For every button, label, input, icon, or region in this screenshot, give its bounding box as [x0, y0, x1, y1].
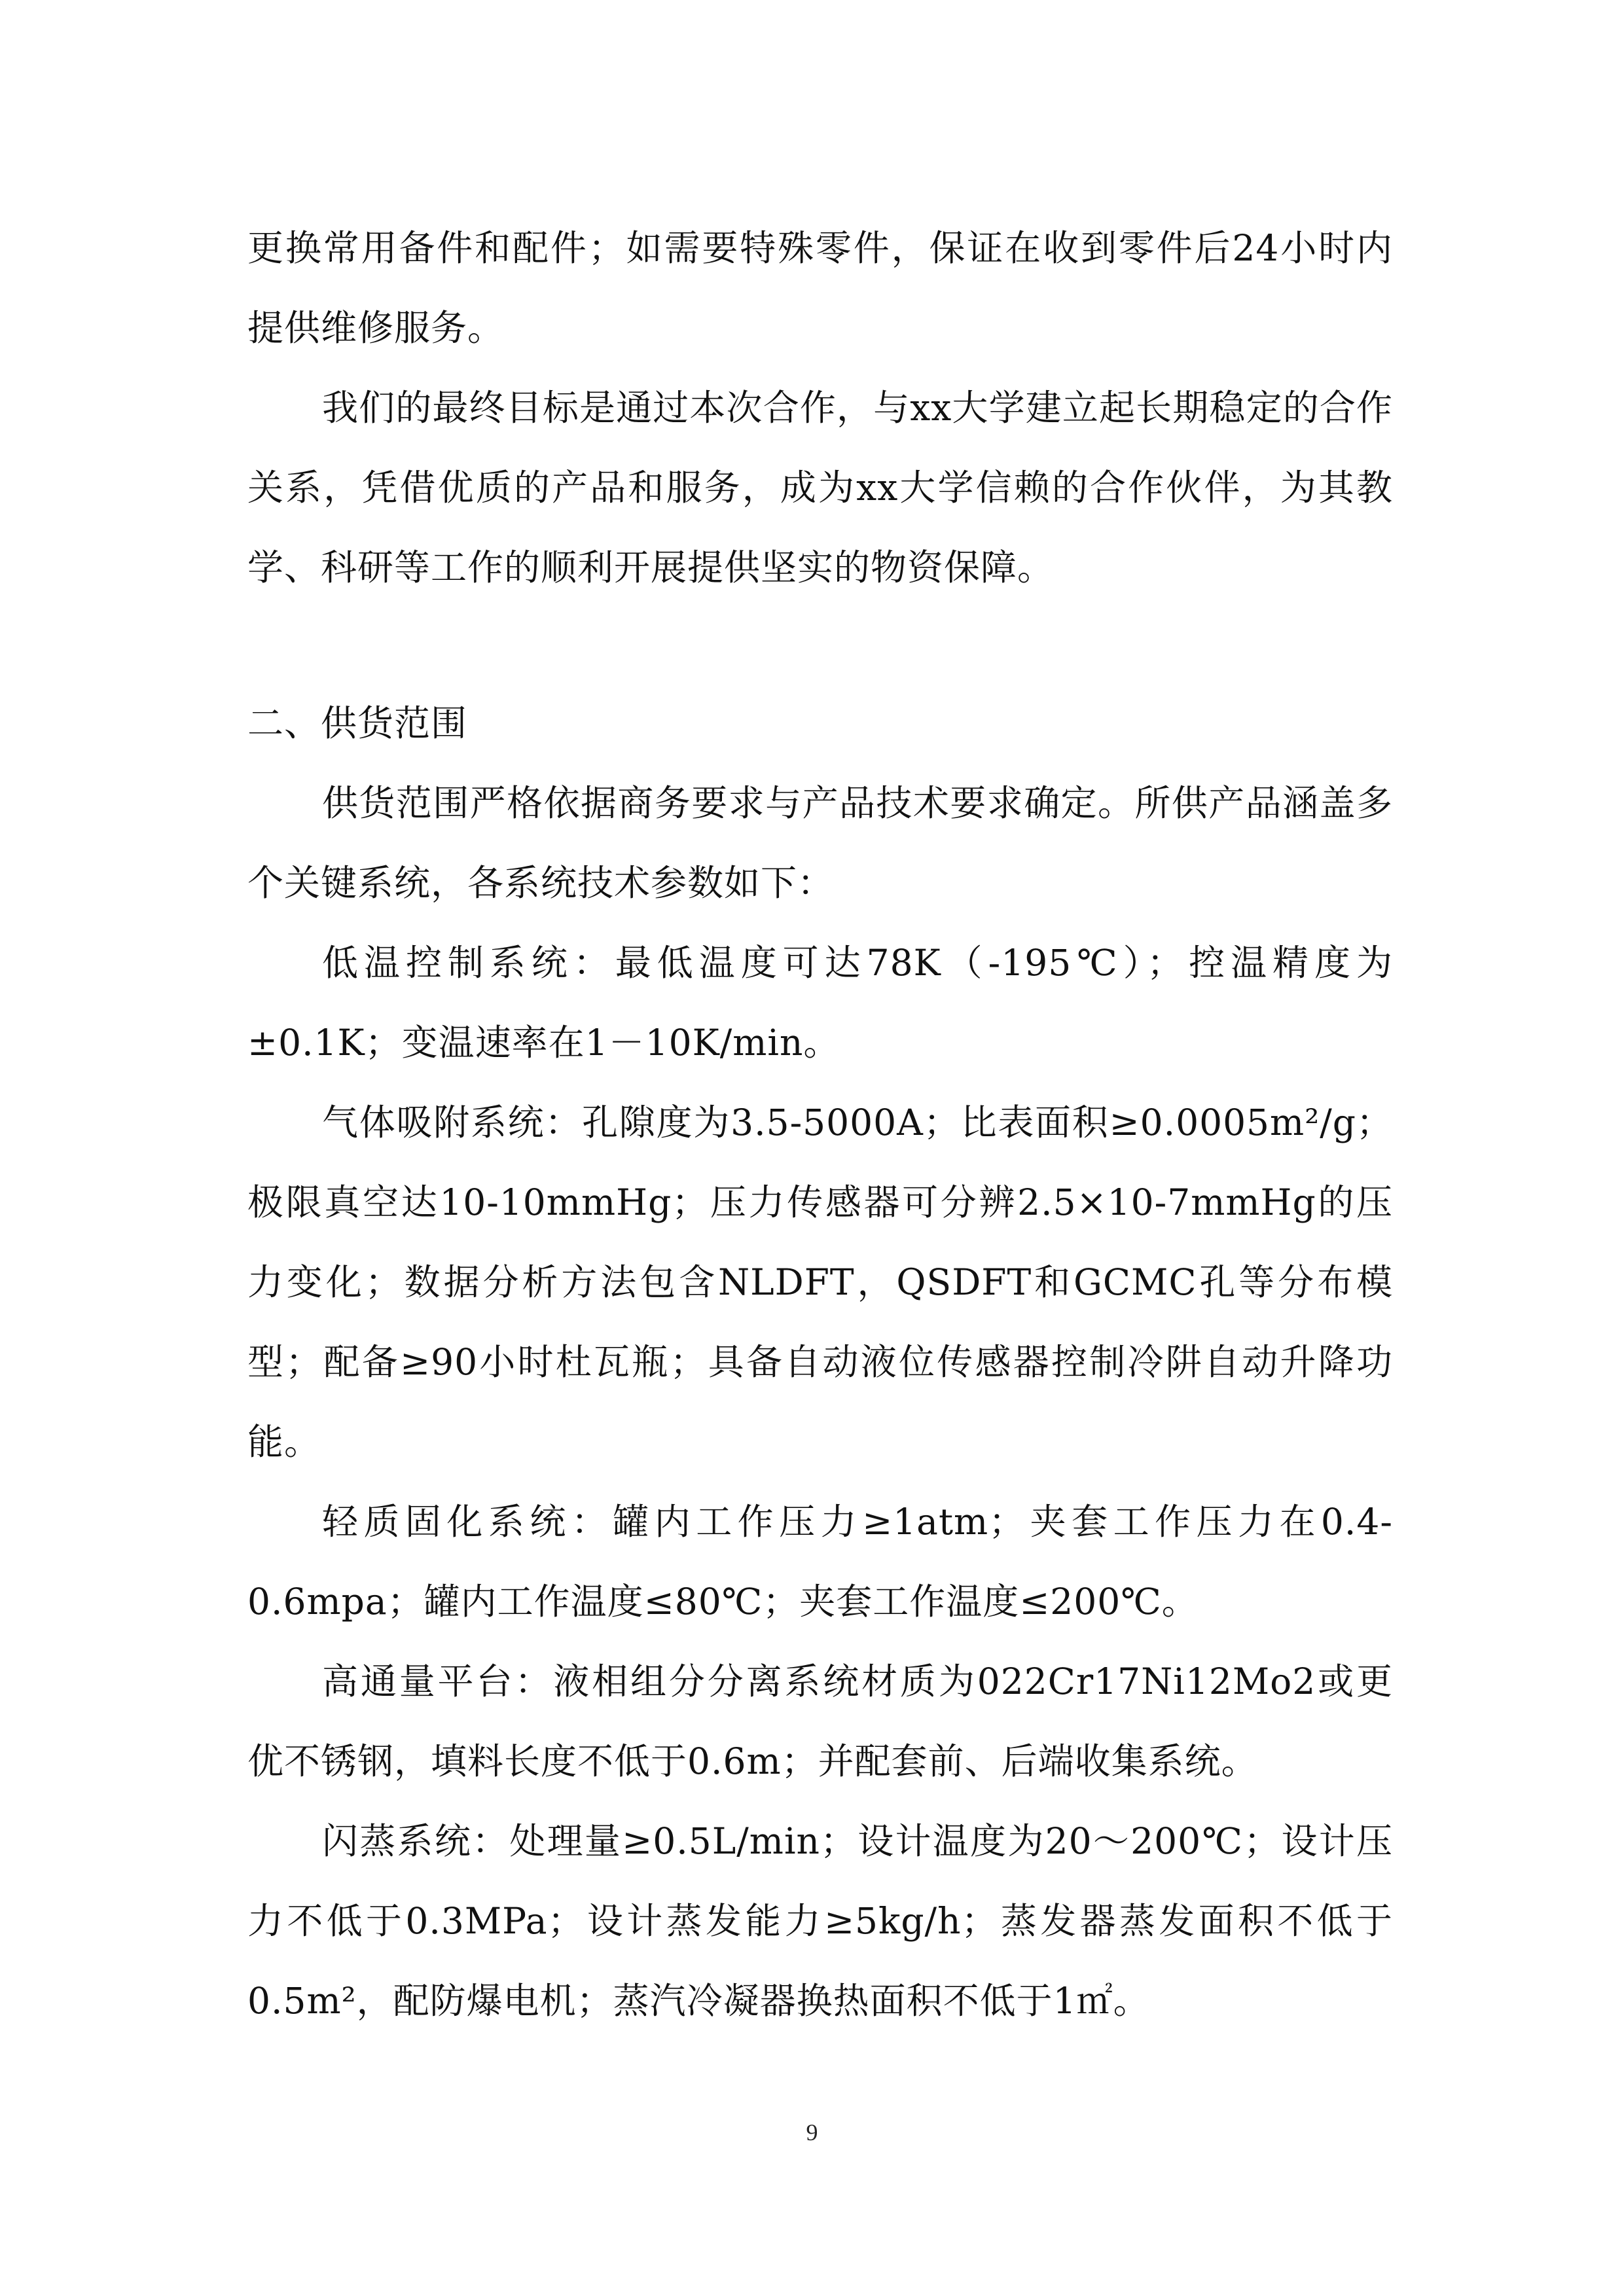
- paragraph-goal: 我们的最终目标是通过本次合作，与xx大学建立起长期稳定的合作关系，凭借优质的产品和服务，成为xx大学信赖的合作伙伴，为其教学、科研等工作的顺利开展提供坚实的物资保障。: [247, 387, 1393, 588]
- paragraph-continuation: 更换常用备件和配件；如需要特殊零件，保证在收到零件后24小时内提供维修服务。: [247, 227, 1393, 349]
- paragraph-high-throughput: 高通量平台：液相组分分离系统材质为022Cr17Ni12Mo2或更优不锈钢，填料长度不低于0.6m；并配套前、后端收集系统。: [247, 1660, 1393, 1782]
- page-body: [247, 208, 1393, 2041]
- paragraph-flash-evaporation: 闪蒸系统：处理量≥0.5L/min；设计温度为20～200℃；设计压力不低于0.3MPa；设计蒸发能力≥5kg/h；蒸发器蒸发面积不低于0.5m²，配防爆电机；蒸汽冷凝器换热面积不低于1㎡。: [247, 1820, 1393, 2022]
- paragraph-gas-adsorption: 气体吸附系统：孔隙度为3.5-5000A；比表面积≥0.0005m²/g；极限真空达10-10mmHg；压力传感器可分辨2.5×10-7mmHg的压力变化；数据分析方法包含NLDFT，QSDFT和GCMC孔等分布模型；配备≥90小时杜瓦瓶；具备自动液位传感器控制冷阱自动升降功能。: [247, 1102, 1393, 1463]
- paragraph-supply-scope: 供货范围严格依据商务要求与产品技术要求确定。所供产品涵盖多个关键系统，各系统技术参数如下：: [247, 782, 1393, 904]
- paragraph-light-curing: 轻质固化系统：罐内工作压力≥1atm；夹套工作压力在0.4-0.6mpa；罐内工作温度≤80℃；夹套工作温度≤200℃。: [247, 1501, 1393, 1623]
- section-heading: 二、供货范围: [247, 702, 468, 744]
- paragraph-low-temp-control: 低温控制系统：最低温度可达78K（-195℃）；控温精度为±0.1K；变温速率在1－10K/min。: [247, 942, 1393, 1064]
- page-number: 9: [806, 2119, 818, 2145]
